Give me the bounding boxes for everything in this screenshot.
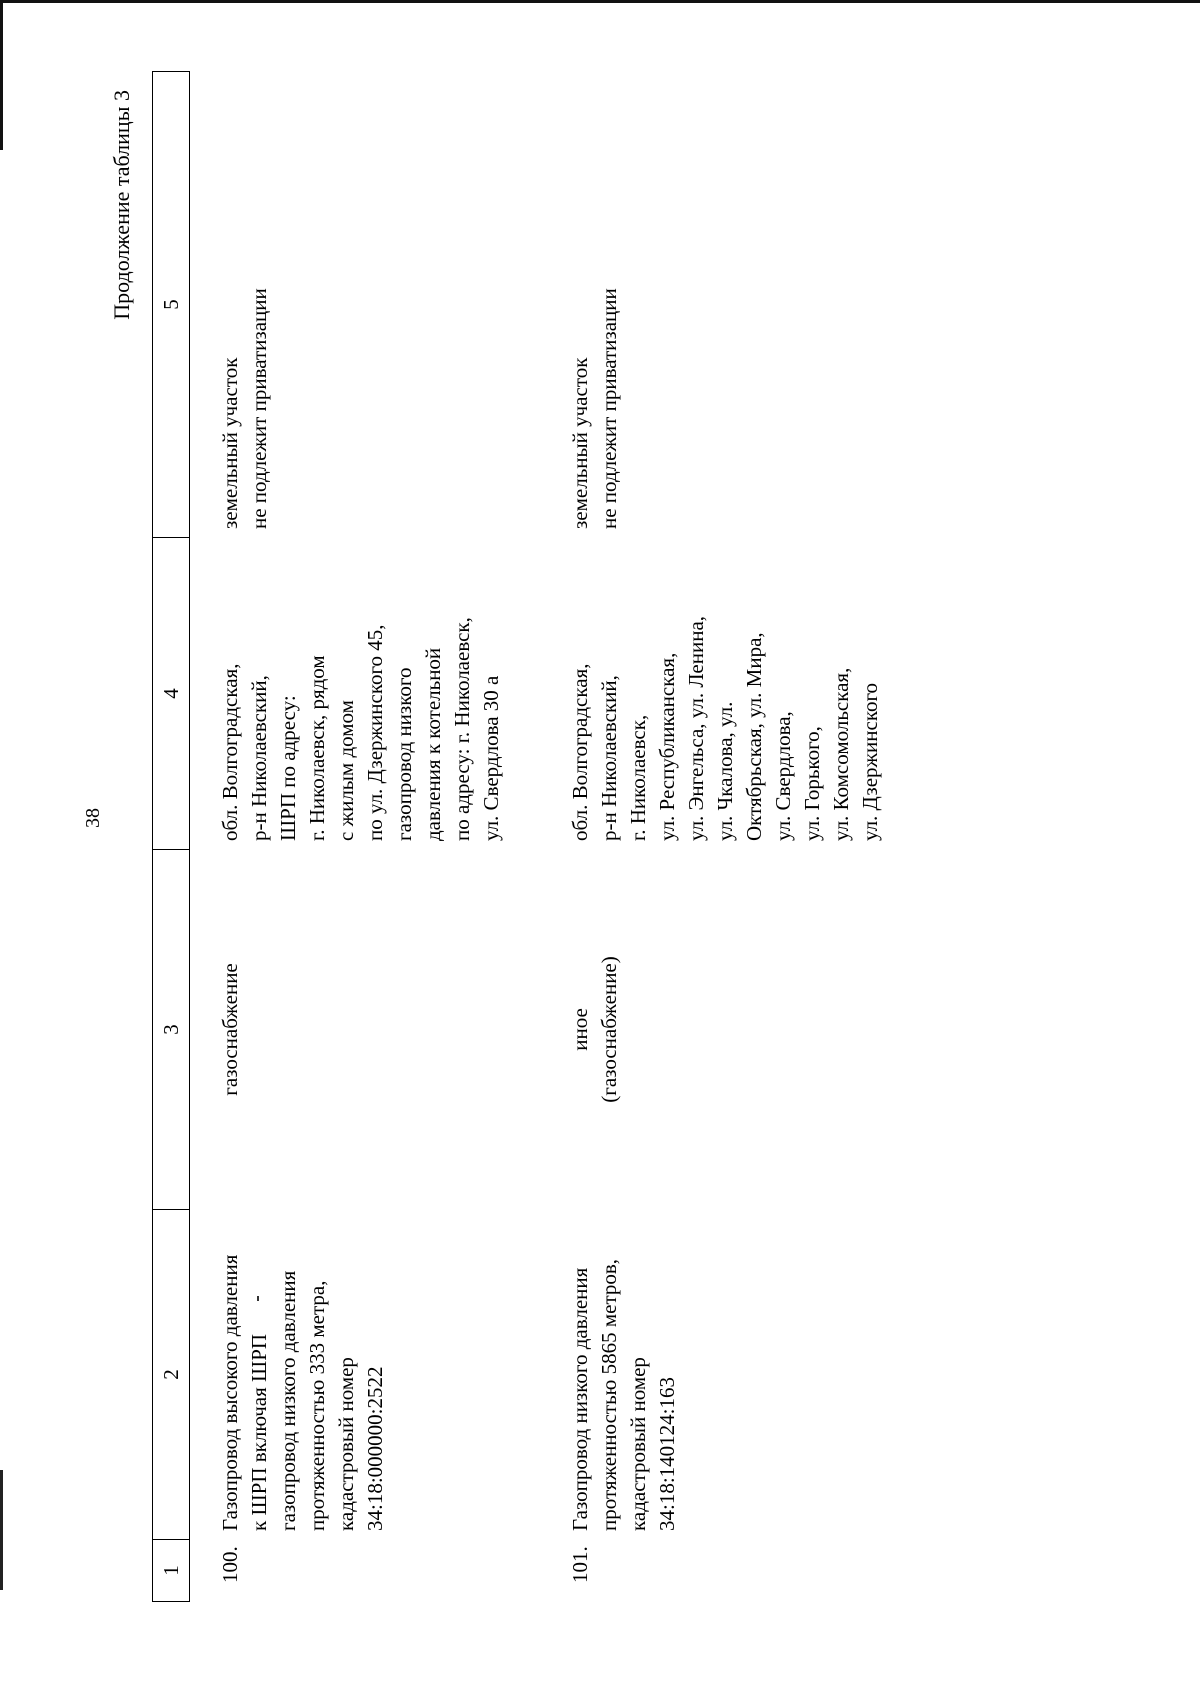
note-cell	[546, 72, 885, 538]
table-header-row	[153, 72, 190, 1602]
page-number: 38	[82, 808, 104, 828]
row-number-text: 100.	[218, 1546, 242, 1583]
object-name-cell	[190, 1210, 547, 1540]
column-header-3: 3	[153, 850, 190, 1210]
purpose-cell	[546, 850, 885, 1210]
object-name-cell	[546, 1210, 885, 1540]
note-text: земельный участок не подлежит приватизации	[218, 288, 271, 529]
row-number-text: 101.	[568, 1546, 592, 1583]
purpose-text: газоснабжение	[218, 963, 242, 1096]
table-row	[546, 72, 885, 1602]
object-name-text: Газопровод высокого давления к ШРП включая ШРП газопровод низкого давления протяженностью 333 метра, кадастровый номер 34:18:000000:2522	[218, 1254, 387, 1531]
table-caption: Продолжение таблицы 3	[109, 90, 134, 320]
note-cell	[190, 72, 547, 538]
row-number	[190, 1540, 547, 1602]
column-header-1: 1	[153, 1540, 190, 1602]
purpose-text: иное (газоснабжение)	[568, 956, 621, 1103]
table-row	[190, 72, 547, 1602]
column-header-2: 2	[153, 1210, 190, 1540]
address-text: обл. Волгоградская, р-н Николаевский, ШРП по адресу: г. Николаевск, рядом с жилым домом по ул. Дзержинского 45, газопровод низкого давления к котельной по адресу: г. Николаевск, ул. Свердлова 30 а	[218, 617, 503, 841]
note-text: земельный участок не подлежит приватизации	[568, 288, 621, 529]
address-text: обл. Волгоградская, р-н Николаевский, г. Николаевск, ул. Республиканская, ул. Энгельса, ул. Ленина, ул. Чкалова, ул. Октябрьская, ул. Мира, ул. Свердлова, ул. Горького, ул. Комсомольская, ул. Дзержинского	[568, 615, 882, 841]
address-cell	[190, 538, 547, 850]
registry-table	[152, 72, 885, 1602]
purpose-cell	[190, 850, 547, 1210]
column-header-4: 4	[153, 538, 190, 850]
row-number	[546, 1540, 885, 1602]
object-name-text: Газопровод низкого давления протяженностью 5865 метров, кадастровый номер 34:18:140124:163	[568, 1258, 679, 1531]
column-header-5: 5	[153, 72, 190, 538]
address-cell	[546, 538, 885, 850]
